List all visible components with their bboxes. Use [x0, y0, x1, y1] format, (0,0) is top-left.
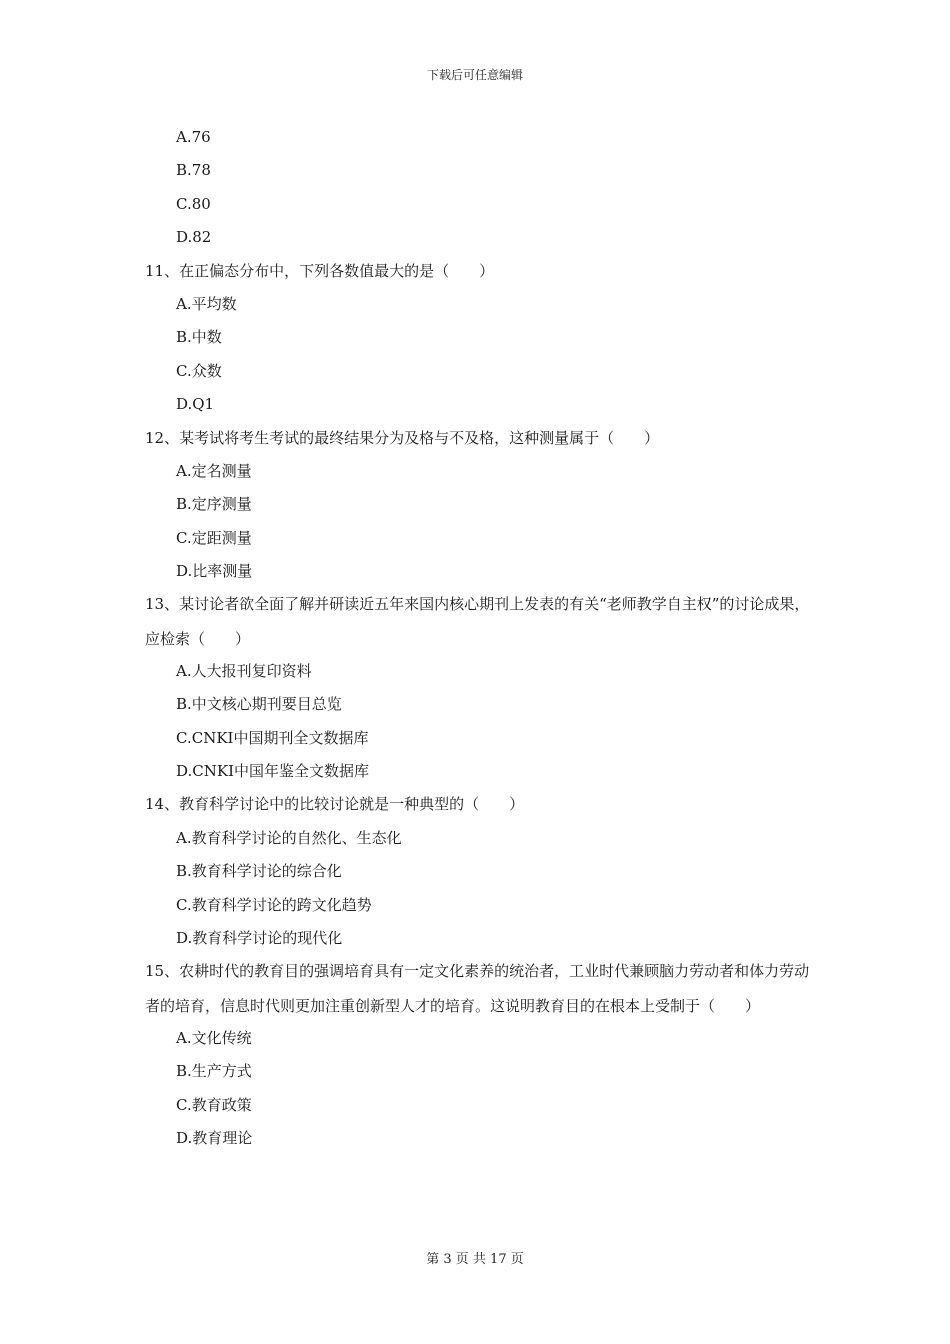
option-c-q13: C.CNKI中国期刊全文数据库 — [176, 728, 369, 747]
option-d-q14: D.教育科学讨论的现代化 — [176, 929, 343, 947]
option-a-q15: A.文化传统 — [176, 1028, 252, 1047]
option-a-q14: A.教育科学讨论的自然化、生态化 — [176, 828, 402, 847]
option-a-q13: A.人大报刊复印资料 — [176, 661, 312, 680]
question-13: 13、某讨论者欲全面了解并研读近五年来国内核心期刊上发表的有关“老师教学自主权”的讨论成果，应检索（ ） — [145, 595, 810, 648]
option-b-q10: B.78 — [176, 161, 211, 180]
option-d-q11: D.Q1 — [176, 395, 215, 414]
question-content — [145, 124, 815, 1158]
option-d-q12: D.比率测量 — [176, 562, 253, 581]
option-c-q10: C.80 — [176, 194, 211, 213]
page-header: 下载后可任意编辑 — [426, 68, 523, 82]
option-c-q15: C.教育政策 — [176, 1095, 252, 1114]
question-12: 12、某考试将考生考试的最终结果分为及格与不及格，这种测量属于（ ） — [145, 428, 660, 447]
option-d-q10: D.82 — [176, 228, 212, 247]
option-b-q11: B.中数 — [176, 328, 222, 347]
option-c-q11: C.众数 — [176, 361, 222, 380]
option-c-q14: C.教育科学讨论的跨文化趋势 — [176, 895, 372, 914]
question-14: 14、教育科学讨论中的比较讨论就是一种典型的（ ） — [145, 795, 525, 814]
question-15: 15、农耕时代的教育目的强调培育具有一定文化素养的统治者，工业时代兼顾脑力劳动者和体力劳动者的培育，信息时代则更加注重创新型人才的培育。这说明教育目的在根本上受制于（ ） — [145, 962, 810, 1015]
question-11: 11、在正偏态分布中，下列各数值最大的是（ ） — [145, 261, 495, 280]
option-d-q13: D.CNKI中国年鉴全文数据库 — [176, 762, 369, 781]
option-a-q10: A.76 — [176, 128, 211, 146]
option-a-q11: A.平均数 — [176, 294, 237, 313]
option-b-q12: B.定序测量 — [176, 495, 252, 514]
page-footer: 第 3 页 共 17 页 — [426, 1252, 524, 1267]
option-b-q14: B.教育科学讨论的综合化 — [176, 862, 342, 881]
option-a-q12: A.定名测量 — [176, 461, 252, 480]
option-b-q15: B.生产方式 — [176, 1062, 252, 1081]
option-b-q13: B.中文核心期刊要目总览 — [176, 695, 342, 714]
option-d-q15: D.教育理论 — [176, 1128, 253, 1147]
option-c-q12: C.定距测量 — [176, 528, 252, 547]
